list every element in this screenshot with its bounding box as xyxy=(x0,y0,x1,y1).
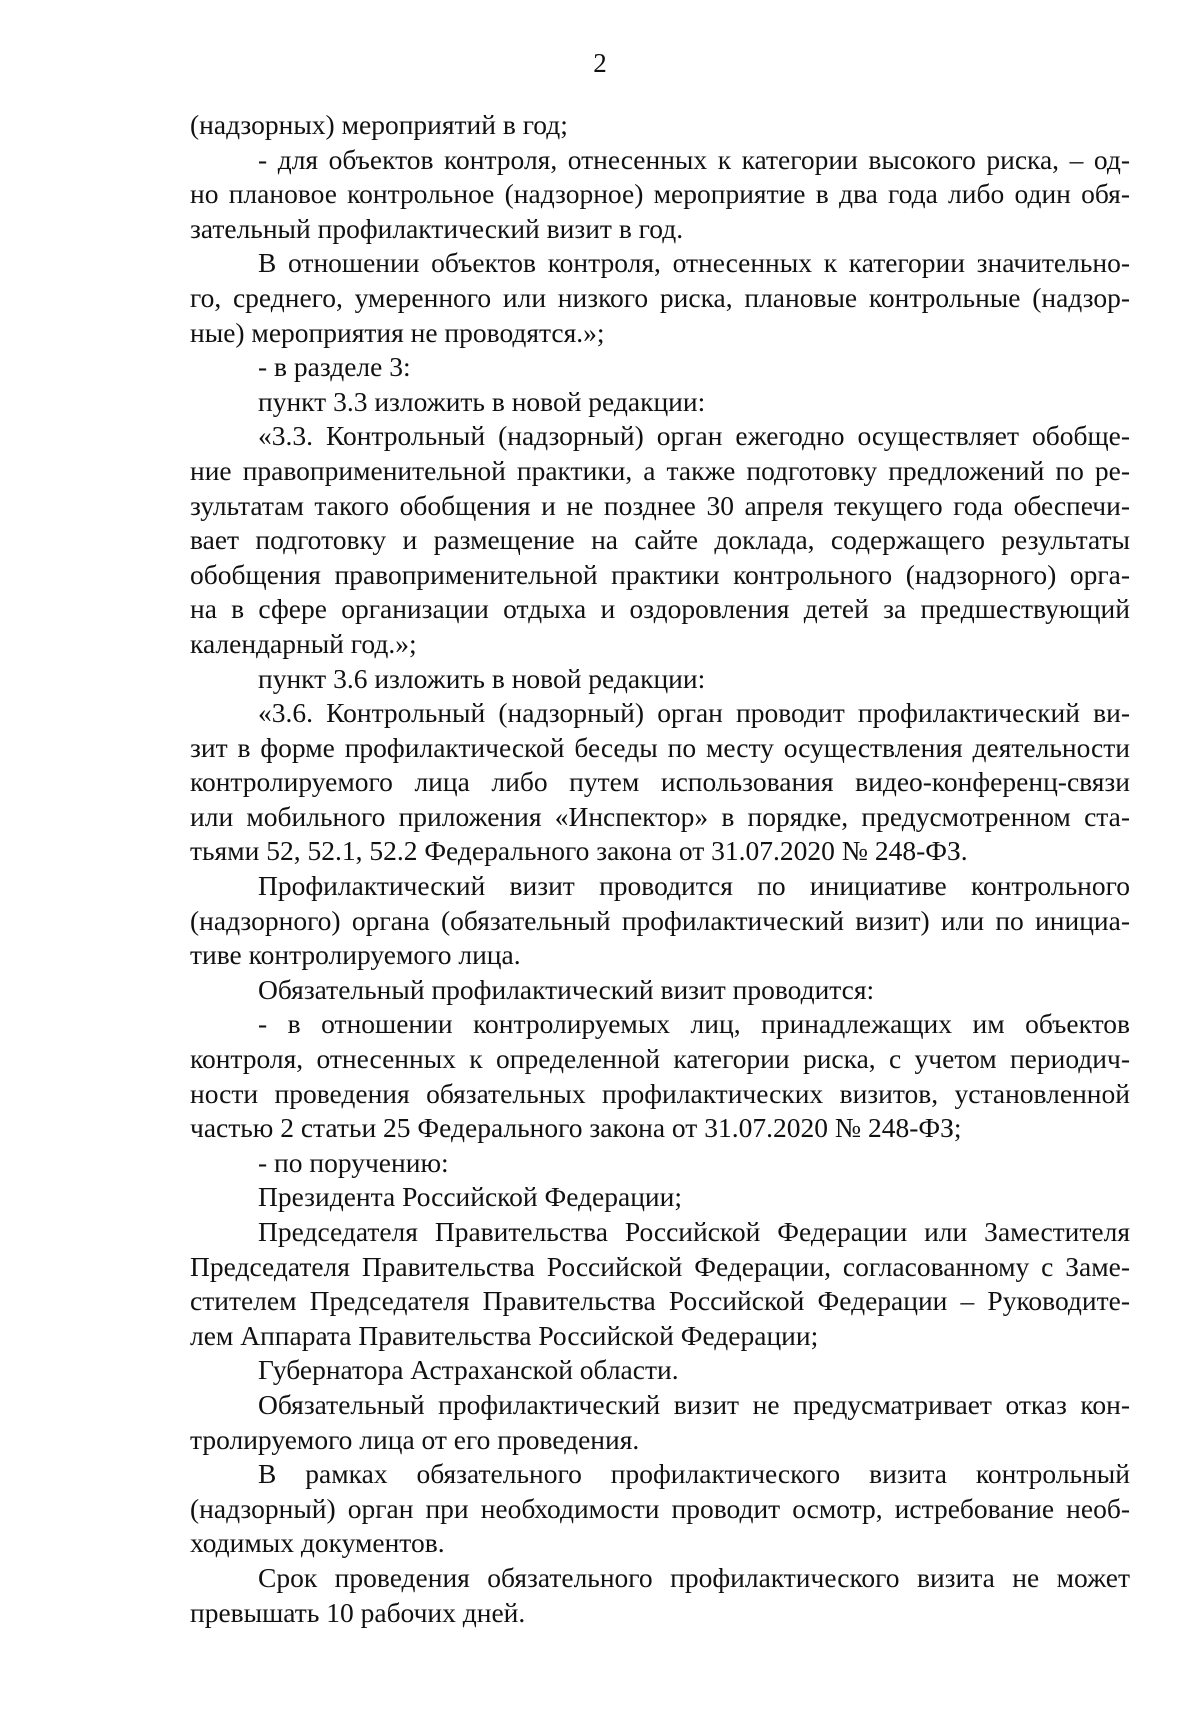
text-line: превышать 10 рабочих дней. xyxy=(190,1596,526,1628)
text-line: - по поручению: xyxy=(258,1146,449,1178)
text-line: контроля, отнесенных к определенной категории риска, с учетом периодич- xyxy=(190,1043,1130,1075)
text-line: В рамках обязательного профилактического визита контрольный xyxy=(258,1458,1130,1490)
text-line: «3.6. Контрольный (надзорный) орган проводит профилактический ви- xyxy=(258,697,1130,729)
document-body xyxy=(190,108,1130,1630)
text-line: Председателя Правительства Российской Федерации, согласованному с Заме- xyxy=(190,1250,1130,1282)
text-line: календарный год.»; xyxy=(190,627,417,659)
text-line: го, среднего, умеренного или низкого риска, плановые контрольные (надзор- xyxy=(190,281,1130,313)
text-line: пункт 3.3 изложить в новой редакции: xyxy=(258,385,706,417)
text-line: вает подготовку и размещение на сайте доклада, содержащего результаты xyxy=(190,524,1130,556)
text-line: Обязательный профилактический визит проводится: xyxy=(258,973,875,1005)
text-line: Срок проведения обязательного профилактического визита не может xyxy=(258,1561,1130,1593)
text-line: тролируемого лица от его проведения. xyxy=(190,1423,640,1455)
text-line: тьями 52, 52.1, 52.2 Федерального закона от 31.07.2020 № 248-ФЗ. xyxy=(190,835,968,867)
text-line: ности проведения обязательных профилактических визитов, установленной xyxy=(190,1077,1130,1109)
page-number: 2 xyxy=(593,48,607,78)
text-line: тиве контролируемого лица. xyxy=(190,939,521,971)
text-line: ние правоприменительной практики, а также подготовку предложений по ре- xyxy=(190,454,1130,486)
text-line: (надзорных) мероприятий в год; xyxy=(190,109,568,140)
text-line: на в сфере организации отдыха и оздоровления детей за предшествующий xyxy=(190,593,1130,625)
text-line: зит в форме профилактической беседы по месту осуществления деятельности xyxy=(190,731,1130,763)
text-line: обобщения правоприменительной практики контрольного (надзорного) орга- xyxy=(190,558,1130,590)
text-line: зательный профилактический визит в год. xyxy=(190,212,684,244)
text-line: - в отношении контролируемых лиц, принадлежащих им объектов xyxy=(258,1008,1130,1040)
text-line: зультатам такого обобщения и не позднее 30 апреля текущего года обеспечи- xyxy=(190,489,1130,521)
text-line: частью 2 статьи 25 Федерального закона от 31.07.2020 № 248-ФЗ; xyxy=(190,1112,962,1144)
text-line: Губернатора Астраханской области. xyxy=(258,1354,679,1386)
text-line: но плановое контрольное (надзорное) мероприятие в два года либо один обя- xyxy=(190,178,1130,210)
text-line: контролируемого лица либо путем использования видео-конференц-связи xyxy=(190,766,1130,798)
text-line: (надзорного) органа (обязательный профилактический визит) или по инициа- xyxy=(190,904,1130,936)
text-line: - для объектов контроля, отнесенных к категории высокого риска, – од- xyxy=(258,143,1130,175)
text-line: ные) мероприятия не проводятся.»; xyxy=(190,316,605,348)
text-line: лем Аппарата Правительства Российской Федерации; xyxy=(190,1319,819,1351)
text-line: или мобильного приложения «Инспектор» в порядке, предусмотренном ста- xyxy=(190,800,1130,832)
text-line: ходимых документов. xyxy=(190,1527,445,1559)
text-line: - в разделе 3: xyxy=(258,351,411,383)
text-line: В отношении объектов контроля, отнесенных к категории значительно- xyxy=(258,247,1130,279)
text-line: Обязательный профилактический визит не предусматривает отказ кон- xyxy=(258,1388,1130,1420)
text-line: стителем Председателя Правительства Российской Федерации – Руководите- xyxy=(190,1285,1130,1317)
text-line: Профилактический визит проводится по инициативе контрольного xyxy=(258,870,1130,902)
text-line: Президента Российской Федерации; xyxy=(258,1181,682,1213)
text-line: Председателя Правительства Российской Федерации или Заместителя xyxy=(258,1216,1130,1247)
text-line: пункт 3.6 изложить в новой редакции: xyxy=(258,662,706,694)
text-line: «3.3. Контрольный (надзорный) орган ежегодно осуществляет обобще- xyxy=(258,420,1130,452)
text-line: (надзорный) орган при необходимости проводит осмотр, истребование необ- xyxy=(190,1492,1130,1524)
